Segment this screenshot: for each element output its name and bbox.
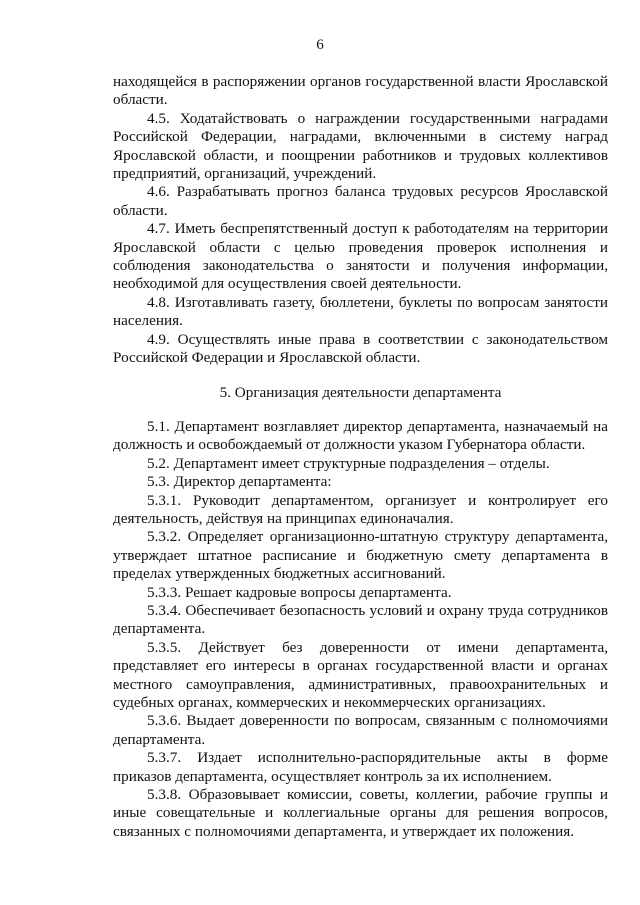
section-title: 5. Организация деятельности департамента — [219, 383, 502, 401]
paragraph-5-1: 5.1. Департамент возглавляет директор департамента, назначаемый на должность и освобождаемый от должности указом Губернатора области. — [113, 417, 608, 454]
paragraph-4-7: 4.7. Иметь беспрепятственный доступ к работодателям на территории Ярославской области с целью проведения проверок исполнения и соблюдения законодательства о занятости и получения информации, необходимой для осуществления своей деятельности. — [113, 220, 608, 293]
page-number: 6 — [316, 36, 324, 53]
paragraph-4-8: 4.8. Изготавливать газету, бюллетени, буклеты по вопросам занятости населения. — [113, 293, 608, 330]
paragraph-4-5: 4.5. Ходатайствовать о награждении государственными наградами Российской Федерации, наградами, включенными в систему наград Ярославской области, и поощрении работников и трудовых коллективов предприятий, организаций, учреждений. — [113, 109, 608, 183]
paragraph-5-3-2: 5.3.2. Определяет организационно-штатную структуру департамента, утверждает штатное расписание и бюджетную смету департамента в пределах утвержденных бюджетных ассигнований. — [113, 528, 608, 583]
paragraph-5-3-5: 5.3.5. Действует без доверенности от имени департамента, представляет его интересы в органах государственной власти и органах местного самоуправления, административных, правоохранительных и судебных органах, коммерческих и некоммерческих организациях. — [113, 638, 608, 711]
paragraph-5-3-6: 5.3.6. Выдает доверенности по вопросам, связанным с полномочиями департамента. — [113, 712, 608, 748]
paragraph-5-3: 5.3. Директор департамента: — [147, 473, 332, 491]
paragraph-5-3-4: 5.3.4. Обеспечивает безопасность условий и охрану труда сотрудников департамента. — [113, 601, 608, 638]
paragraph-5-3-3: 5.3.3. Решает кадровые вопросы департамента. — [147, 583, 452, 601]
paragraph-5-3-8: 5.3.8. Образовывает комиссии, советы, коллегии, рабочие группы и иные совещательные и коллегиальные органы для решения вопросов, связанных с полномочиями департамента, и утверждает их положения. — [113, 786, 608, 840]
paragraph-4-9: 4.9. Осуществлять иные права в соответствии с законодательством Российской Федерации и Ярославской области. — [113, 330, 608, 367]
document-body — [113, 73, 608, 841]
paragraph-continuation: находящейся в распоряжении органов государственной власти Ярославской области. — [113, 73, 608, 109]
paragraph-4-6: 4.6. Разрабатывать прогноз баланса трудовых ресурсов Ярославской области. — [113, 183, 608, 219]
paragraph-5-2: 5.2. Департамент имеет структурные подразделения – отделы. — [147, 454, 550, 472]
paragraph-5-3-7: 5.3.7. Издает исполнительно-распорядительные акты в форме приказов департамента, осуществляет контроль за их исполнением. — [113, 749, 608, 785]
paragraph-5-3-1: 5.3.1. Руководит департаментом, организует и контролирует его деятельность, действуя на принципах единоначалия. — [113, 491, 608, 527]
